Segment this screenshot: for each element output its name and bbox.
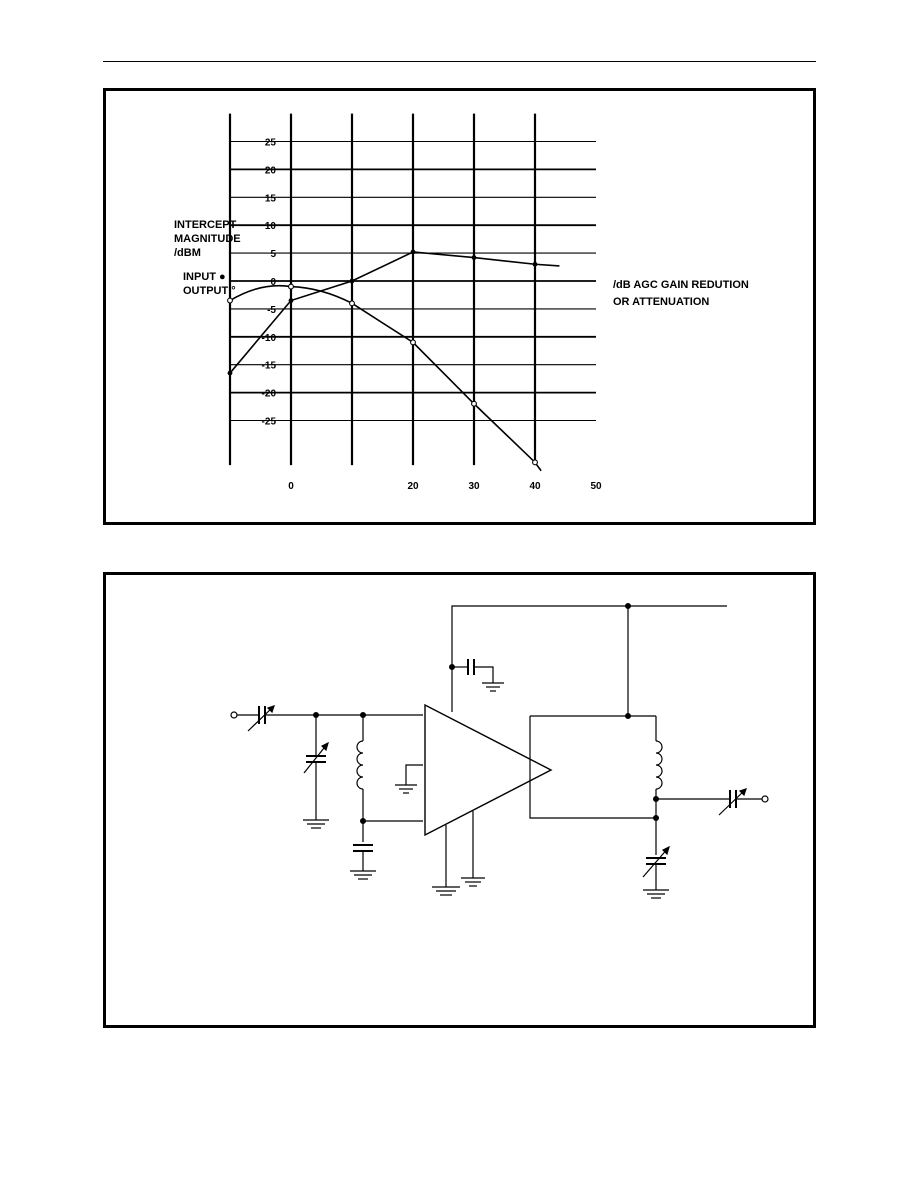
x-tick-label-2: 30	[468, 481, 480, 492]
chart-figure-frame	[103, 88, 816, 525]
series-1-point-0	[228, 298, 233, 303]
y-tick-label-0: 25	[264, 137, 276, 149]
ground-icon	[395, 785, 417, 793]
output-top-junction-dot	[626, 714, 631, 719]
x-tick-label-0: 0	[288, 481, 294, 492]
series-0-point-2	[350, 279, 355, 284]
y-tick-label-7: -10	[261, 332, 276, 344]
bypass-junction-dot	[450, 665, 455, 670]
page-header-rule	[103, 61, 816, 62]
series-1-point-5	[533, 460, 538, 465]
output-bottom-junction-dot	[654, 816, 659, 821]
series-1-point-1	[289, 284, 294, 289]
series-1-point-2	[350, 301, 355, 306]
series-0-line	[230, 252, 559, 373]
x-tick-label-1: 20	[407, 481, 419, 492]
output-inductor-coil-icon	[656, 741, 662, 789]
supply-rail-wire	[452, 606, 727, 712]
ground-icon	[350, 871, 376, 879]
x-tick-label-4: 50	[590, 481, 602, 492]
series-0-point-1	[289, 298, 294, 303]
amp-ground-pin-wire	[406, 765, 423, 785]
series-1-point-3	[411, 340, 416, 345]
intercept-magnitude-chart	[106, 91, 813, 522]
input-inductor-coil-icon	[357, 741, 363, 789]
ground-icon	[643, 890, 669, 898]
output-terminal-icon	[762, 796, 768, 802]
y-tick-label-5: 0	[270, 277, 276, 288]
annotation-line-2: OR ATTENUATION	[613, 296, 710, 308]
y-axis-label-line-1: INTERCEPT	[174, 219, 237, 231]
series-0-point-3	[411, 250, 416, 255]
ground-icon	[461, 878, 485, 886]
legend-input-label: INPUT ●	[183, 271, 226, 283]
series-0-point-4	[472, 255, 477, 260]
y-axis-label-line-2: MAGNITUDE	[174, 233, 241, 245]
x-tick-labels	[288, 481, 602, 492]
ground-icon	[432, 887, 460, 895]
y-tick-label-10: -25	[261, 416, 276, 428]
y-tick-labels	[262, 138, 277, 428]
y-tick-label-8: -15	[261, 360, 276, 372]
x-tick-label-3: 40	[529, 481, 541, 492]
annotation-line-1: /dB AGC GAIN REDUTION	[613, 279, 749, 291]
amplifier-circuit-schematic	[106, 575, 813, 1025]
series-1-point-4	[472, 401, 477, 406]
ground-icon	[482, 683, 504, 691]
y-tick-label-9: -20	[261, 388, 276, 400]
amplifier-triangle-icon	[425, 705, 551, 835]
y-tick-label-6: -5	[267, 304, 276, 316]
circuit-figure-frame	[103, 572, 816, 1028]
amp-output-wire	[530, 716, 656, 818]
y-axis-label-line-3: /dBM	[174, 247, 201, 259]
y-tick-label-2: 15	[264, 193, 276, 205]
y-tick-label-1: 20	[264, 165, 276, 177]
series-0-point-5	[533, 262, 538, 267]
series-1-line	[230, 286, 541, 471]
legend-output-label: OUTPUT °	[183, 285, 236, 297]
y-tick-label-4: 5	[270, 249, 276, 261]
series-0-point-0	[228, 371, 233, 376]
y-tick-label-3: 10	[264, 221, 276, 233]
input-terminal-icon	[231, 712, 237, 718]
chart-series	[228, 250, 560, 471]
bypass-ground-lead	[474, 667, 493, 683]
ground-icon	[303, 820, 329, 828]
